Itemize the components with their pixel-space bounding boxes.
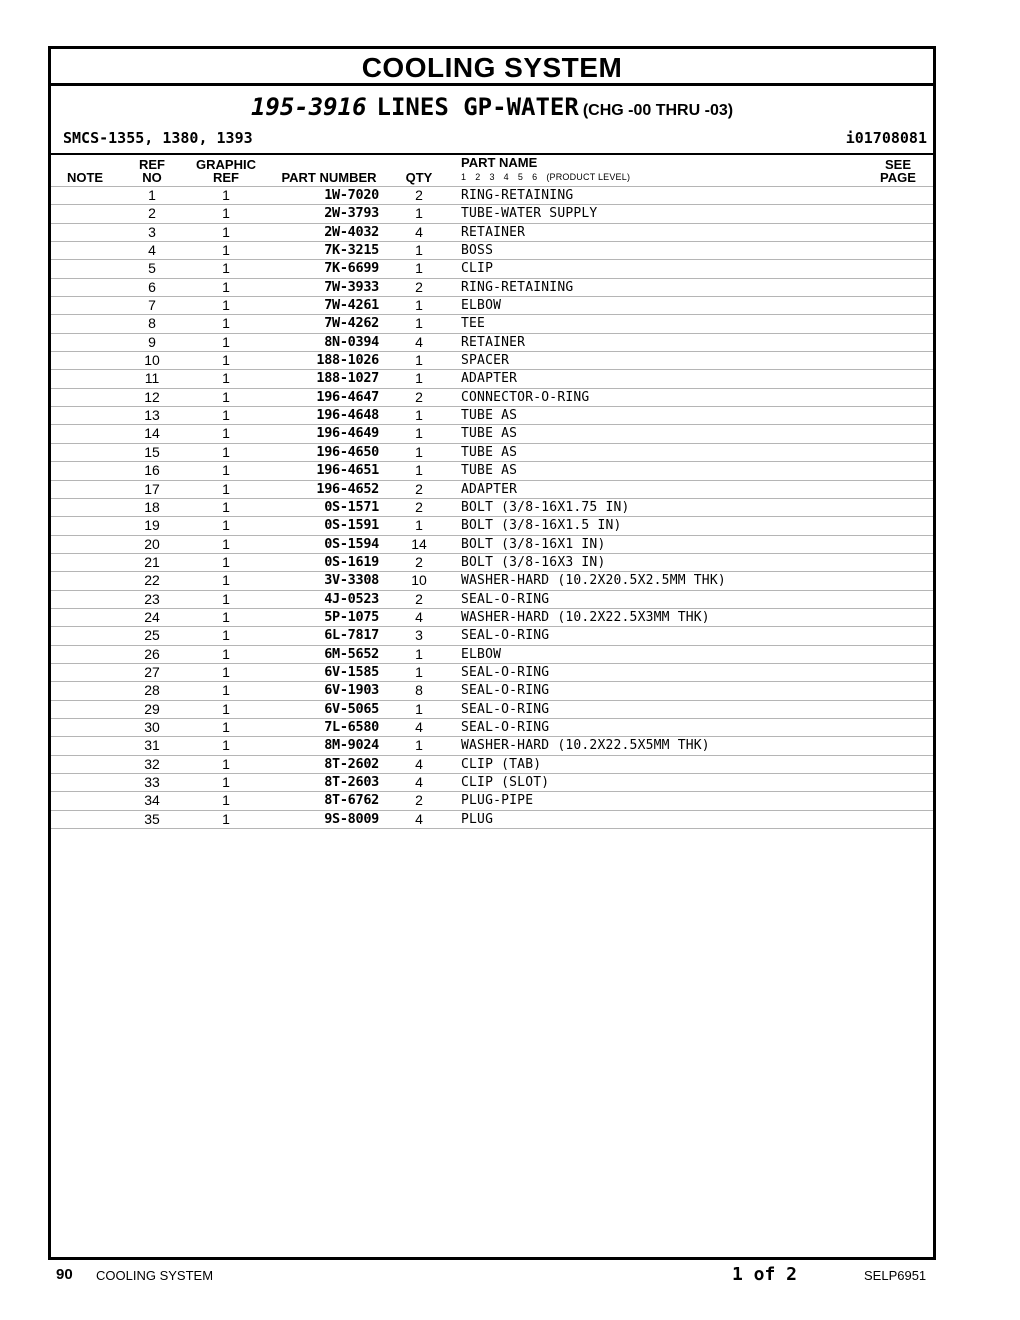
ref-no-cell: 28 (144, 682, 160, 699)
part-number-cell: 7W-4262 (324, 315, 379, 332)
part-number-cell: 188-1026 (316, 352, 379, 369)
qty-cell: 1 (415, 737, 423, 754)
qty-cell: 14 (411, 535, 427, 552)
ref-no-cell: 25 (144, 627, 160, 644)
ref-no-cell: 12 (144, 388, 160, 405)
product-level-1: 1 (461, 172, 467, 182)
part-name-cell: WASHER-HARD (10.2X20.5X2.5MM THK) (461, 573, 726, 589)
ref-no-cell: 17 (144, 480, 160, 497)
qty-cell: 8 (415, 682, 423, 699)
graphic-ref-cell: 1 (222, 663, 230, 680)
graphic-ref-cell: 1 (222, 608, 230, 625)
part-name-cell: TUBE AS (461, 408, 518, 424)
table-row (51, 204, 933, 222)
table-row (51, 186, 933, 204)
table-row (51, 259, 933, 277)
table-row (51, 296, 933, 314)
column-header-see-top: SEE (884, 157, 911, 172)
table-row (51, 443, 933, 461)
table-row (51, 645, 933, 663)
graphic-ref-cell: 1 (222, 627, 230, 644)
column-header-see-bottom: PAGE (880, 170, 916, 185)
graphic-ref-cell: 1 (222, 572, 230, 589)
ref-no-cell: 3 (148, 223, 156, 240)
page-footer (0, 1264, 1020, 1294)
part-number-cell: 6M-5652 (324, 645, 379, 662)
ref-no-cell: 18 (144, 498, 160, 515)
part-number-cell: 9S-8009 (324, 810, 379, 827)
table-row (51, 351, 933, 369)
part-name-cell: SEAL-O-RING (461, 683, 550, 699)
part-number-cell: 6V-1903 (324, 682, 379, 699)
ref-no-cell: 33 (144, 774, 160, 790)
qty-cell: 4 (415, 810, 423, 827)
part-number-cell: 188-1027 (316, 370, 379, 387)
part-number-cell: 196-4651 (316, 462, 379, 479)
part-number-cell: 6L-7817 (324, 627, 379, 644)
part-number-cell: 4J-0523 (324, 590, 379, 607)
graphic-ref-cell: 1 (222, 388, 230, 405)
graphic-ref-cell: 1 (222, 223, 230, 240)
qty-cell: 10 (411, 572, 427, 589)
table-row (51, 480, 933, 498)
ref-no-cell: 35 (144, 810, 160, 827)
page-title: COOLING SYSTEM (51, 49, 933, 86)
ref-no-cell: 34 (144, 792, 160, 809)
part-number-cell: 8N-0394 (324, 333, 379, 350)
qty-cell: 2 (415, 553, 423, 570)
graphic-ref-cell: 1 (222, 517, 230, 534)
qty-cell: 1 (415, 425, 423, 442)
page-frame (48, 46, 936, 1260)
product-level-scale (461, 172, 639, 182)
graphic-ref-cell: 1 (222, 682, 230, 699)
qty-cell: 1 (415, 645, 423, 662)
part-name-cell: PLUG (461, 811, 494, 827)
qty-cell: 1 (415, 205, 423, 222)
graphic-ref-cell: 1 (222, 462, 230, 479)
qty-cell: 1 (415, 370, 423, 387)
graphic-ref-cell: 1 (222, 260, 230, 277)
table-row (51, 700, 933, 718)
ref-no-cell: 2 (148, 205, 156, 222)
graphic-ref-cell: 1 (222, 774, 230, 790)
table-row (51, 681, 933, 699)
ref-no-cell: 14 (144, 425, 160, 442)
ref-no-cell: 31 (144, 737, 160, 754)
part-number-cell: 6V-5065 (324, 700, 379, 717)
table-row (51, 736, 933, 754)
part-name-cell: ADAPTER (461, 481, 518, 497)
graphic-ref-cell: 1 (222, 352, 230, 369)
part-number-cell: 0S-1594 (324, 535, 379, 552)
part-name-cell: CONNECTOR-O-RING (461, 389, 590, 405)
table-row (51, 461, 933, 479)
part-number-cell: 7K-6699 (324, 260, 379, 277)
part-name-cell: ADAPTER (461, 371, 518, 387)
part-number-cell: 8T-2602 (324, 755, 379, 772)
qty-cell: 1 (415, 315, 423, 332)
table-row (51, 314, 933, 332)
footer-section: COOLING SYSTEM (96, 1268, 214, 1283)
part-name-cell: TEE (461, 316, 486, 332)
graphic-ref-cell: 1 (222, 425, 230, 442)
ref-no-cell: 22 (144, 572, 160, 589)
part-name-cell: ELBOW (461, 646, 502, 662)
part-name-cell: TUBE AS (461, 463, 518, 479)
table-row (51, 791, 933, 809)
graphic-ref-cell: 1 (222, 333, 230, 350)
column-header-part-name: PART NAME (461, 155, 538, 170)
ref-no-cell: 11 (144, 370, 160, 387)
part-name-cell: PLUG-PIPE (461, 793, 534, 809)
graphic-ref-cell: 1 (222, 242, 230, 259)
group-name: LINES GP-WATER (376, 93, 579, 121)
qty-cell: 4 (415, 774, 423, 790)
part-name-cell: SEAL-O-RING (461, 664, 550, 680)
ref-no-cell: 8 (148, 315, 156, 332)
part-name-cell: CLIP (TAB) (461, 756, 542, 772)
part-number-cell: 196-4648 (316, 407, 379, 424)
part-name-cell: TUBE-WATER SUPPLY (461, 206, 598, 222)
ref-no-cell: 23 (144, 590, 160, 607)
part-number-cell: 7L-6580 (324, 718, 379, 735)
part-name-cell: TUBE AS (461, 444, 518, 460)
ref-no-cell: 6 (148, 278, 156, 295)
part-number-cell: 7W-3933 (324, 278, 379, 295)
ref-no-cell: 26 (144, 645, 160, 662)
table-row (51, 333, 933, 351)
part-name-cell: TUBE AS (461, 426, 518, 442)
column-header-ref-bottom: NO (142, 170, 162, 185)
ref-no-cell: 1 (148, 187, 156, 203)
part-number-cell: 8T-2603 (324, 774, 379, 790)
graphic-ref-cell: 1 (222, 535, 230, 552)
table-row (51, 223, 933, 241)
part-name-cell: BOSS (461, 243, 494, 259)
column-header-graphic-bottom: REF (213, 170, 239, 185)
qty-cell: 2 (415, 498, 423, 515)
product-level-2: 2 (475, 172, 481, 182)
qty-cell: 2 (415, 388, 423, 405)
graphic-ref-cell: 1 (222, 370, 230, 387)
part-name-cell: BOLT (3/8-16X1.75 IN) (461, 499, 630, 515)
ref-no-cell: 19 (144, 517, 160, 534)
graphic-ref-cell: 1 (222, 205, 230, 222)
graphic-ref-cell: 1 (222, 187, 230, 203)
part-number-cell: 0S-1619 (324, 553, 379, 570)
ref-no-cell: 24 (144, 608, 160, 625)
part-name-cell: SEAL-O-RING (461, 628, 550, 644)
part-number-cell: 7K-3215 (324, 242, 379, 259)
ref-no-cell: 27 (144, 663, 160, 680)
table-row (51, 241, 933, 259)
ref-no-cell: 20 (144, 535, 160, 552)
column-header-ref-top: REF (139, 157, 165, 172)
table-row (51, 810, 933, 829)
qty-cell: 1 (415, 407, 423, 424)
qty-cell: 1 (415, 700, 423, 717)
product-level-4: 4 (503, 172, 509, 182)
part-number-cell: 5P-1075 (324, 608, 379, 625)
product-level-6: 6 (532, 172, 538, 182)
table-row (51, 755, 933, 773)
ref-no-cell: 4 (148, 242, 156, 259)
part-name-cell: SEAL-O-RING (461, 591, 550, 607)
part-number-cell: 196-4650 (316, 443, 379, 460)
qty-cell: 2 (415, 590, 423, 607)
qty-cell: 1 (415, 297, 423, 314)
table-row (51, 773, 933, 791)
footer-page-of: 1 of 2 (732, 1264, 798, 1285)
graphic-ref-cell: 1 (222, 278, 230, 295)
graphic-ref-cell: 1 (222, 443, 230, 460)
ref-no-cell: 5 (148, 260, 156, 277)
table-row (51, 498, 933, 516)
group-number: 195-3916 (250, 93, 367, 121)
qty-cell: 4 (415, 755, 423, 772)
part-number-cell: 2W-3793 (324, 205, 379, 222)
graphic-ref-cell: 1 (222, 700, 230, 717)
footer-doc-number: SELP6951 (864, 1268, 927, 1283)
part-number-cell: 0S-1571 (324, 498, 379, 515)
column-header-note: NOTE (66, 170, 104, 185)
qty-cell: 1 (415, 443, 423, 460)
qty-cell: 2 (415, 278, 423, 295)
ref-no-cell: 13 (144, 407, 160, 424)
qty-cell: 4 (415, 608, 423, 625)
ref-no-cell: 9 (148, 333, 156, 350)
part-name-cell: WASHER-HARD (10.2X22.5X5MM THK) (461, 738, 710, 754)
part-number-cell: 6V-1585 (324, 663, 379, 680)
table-row (51, 369, 933, 387)
table-row (51, 626, 933, 644)
qty-cell: 1 (415, 260, 423, 277)
qty-cell: 2 (415, 480, 423, 497)
graphic-ref-cell: 1 (222, 737, 230, 754)
graphic-ref-cell: 1 (222, 590, 230, 607)
part-name-cell: BOLT (3/8-16X1.5 IN) (461, 518, 622, 534)
ref-no-cell: 16 (144, 462, 160, 479)
ref-no-cell: 7 (148, 297, 156, 314)
graphic-ref-cell: 1 (222, 792, 230, 809)
part-name-cell: WASHER-HARD (10.2X22.5X3MM THK) (461, 609, 710, 625)
qty-cell: 4 (415, 718, 423, 735)
qty-cell: 3 (415, 627, 423, 644)
part-number-cell: 8M-9024 (324, 737, 379, 754)
part-number-cell: 3V-3308 (324, 572, 379, 589)
part-name-cell: RETAINER (461, 224, 526, 240)
graphic-ref-cell: 1 (222, 480, 230, 497)
qty-cell: 1 (415, 462, 423, 479)
graphic-ref-cell: 1 (222, 755, 230, 772)
ref-no-cell: 15 (144, 443, 160, 460)
graphic-ref-cell: 1 (222, 718, 230, 735)
table-row (51, 516, 933, 534)
qty-cell: 1 (415, 352, 423, 369)
part-number-cell: 196-4652 (316, 480, 379, 497)
table-row (51, 278, 933, 296)
table-row (51, 663, 933, 681)
qty-cell: 1 (415, 517, 423, 534)
part-name-cell: SPACER (461, 353, 510, 369)
smcs-codes: SMCS-1355, 1380, 1393 (63, 129, 253, 147)
qty-cell: 4 (415, 333, 423, 350)
graphic-ref-cell: 1 (222, 297, 230, 314)
part-name-cell: SEAL-O-RING (461, 701, 550, 717)
table-row (51, 590, 933, 608)
parts-list (51, 186, 933, 829)
column-header-graphic-top: GRAPHIC (196, 157, 256, 172)
qty-cell: 2 (415, 792, 423, 809)
product-level-5: 5 (517, 172, 524, 182)
table-row (51, 535, 933, 553)
illustration-id: i01708081 (845, 129, 927, 147)
part-name-cell: RING-RETAINING (461, 279, 574, 295)
qty-cell: 4 (415, 223, 423, 240)
ref-no-cell: 29 (144, 700, 160, 717)
part-number-cell: 0S-1591 (324, 517, 379, 534)
product-level-3: 3 (489, 172, 495, 182)
qty-cell: 1 (415, 663, 423, 680)
part-name-cell: ELBOW (461, 298, 502, 314)
graphic-ref-cell: 1 (222, 553, 230, 570)
table-row (51, 718, 933, 736)
qty-cell: 1 (415, 242, 423, 259)
ref-no-cell: 30 (144, 718, 160, 735)
graphic-ref-cell: 1 (222, 407, 230, 424)
part-number-cell: 196-4647 (316, 388, 379, 405)
part-number-cell: 7W-4261 (324, 297, 379, 314)
part-number-cell: 8T-6762 (324, 792, 379, 809)
part-number-cell: 2W-4032 (324, 223, 379, 240)
table-row (51, 424, 933, 442)
part-name-cell: CLIP (SLOT) (461, 775, 550, 790)
product-level-label: (PRODUCT LEVEL) (546, 172, 631, 182)
ref-no-cell: 21 (144, 553, 160, 570)
group-heading (51, 93, 933, 121)
column-header-qty: QTY (405, 170, 433, 185)
ref-no-cell: 32 (144, 755, 160, 772)
part-name-cell: BOLT (3/8-16X3 IN) (461, 554, 606, 570)
graphic-ref-cell: 1 (222, 315, 230, 332)
part-number-cell: 1W-7020 (324, 187, 379, 203)
graphic-ref-cell: 1 (222, 498, 230, 515)
table-row (51, 406, 933, 424)
part-name-cell: SEAL-O-RING (461, 719, 550, 735)
part-name-cell: BOLT (3/8-16X1 IN) (461, 536, 606, 552)
qty-cell: 2 (415, 187, 423, 203)
table-row (51, 553, 933, 571)
ref-no-cell: 10 (144, 352, 160, 369)
part-number-cell: 196-4649 (316, 425, 379, 442)
graphic-ref-cell: 1 (222, 645, 230, 662)
part-name-cell: RETAINER (461, 334, 526, 350)
column-header-part-number: PART NUMBER (281, 170, 377, 185)
graphic-ref-cell: 1 (222, 810, 230, 827)
table-row (51, 608, 933, 626)
change-range: (CHG -00 THRU -03) (582, 102, 734, 119)
part-name-cell: CLIP (461, 261, 494, 277)
table-row (51, 388, 933, 406)
part-name-cell: RING-RETAINING (461, 188, 574, 203)
table-row (51, 571, 933, 589)
footer-page-number: 90 (56, 1266, 73, 1283)
